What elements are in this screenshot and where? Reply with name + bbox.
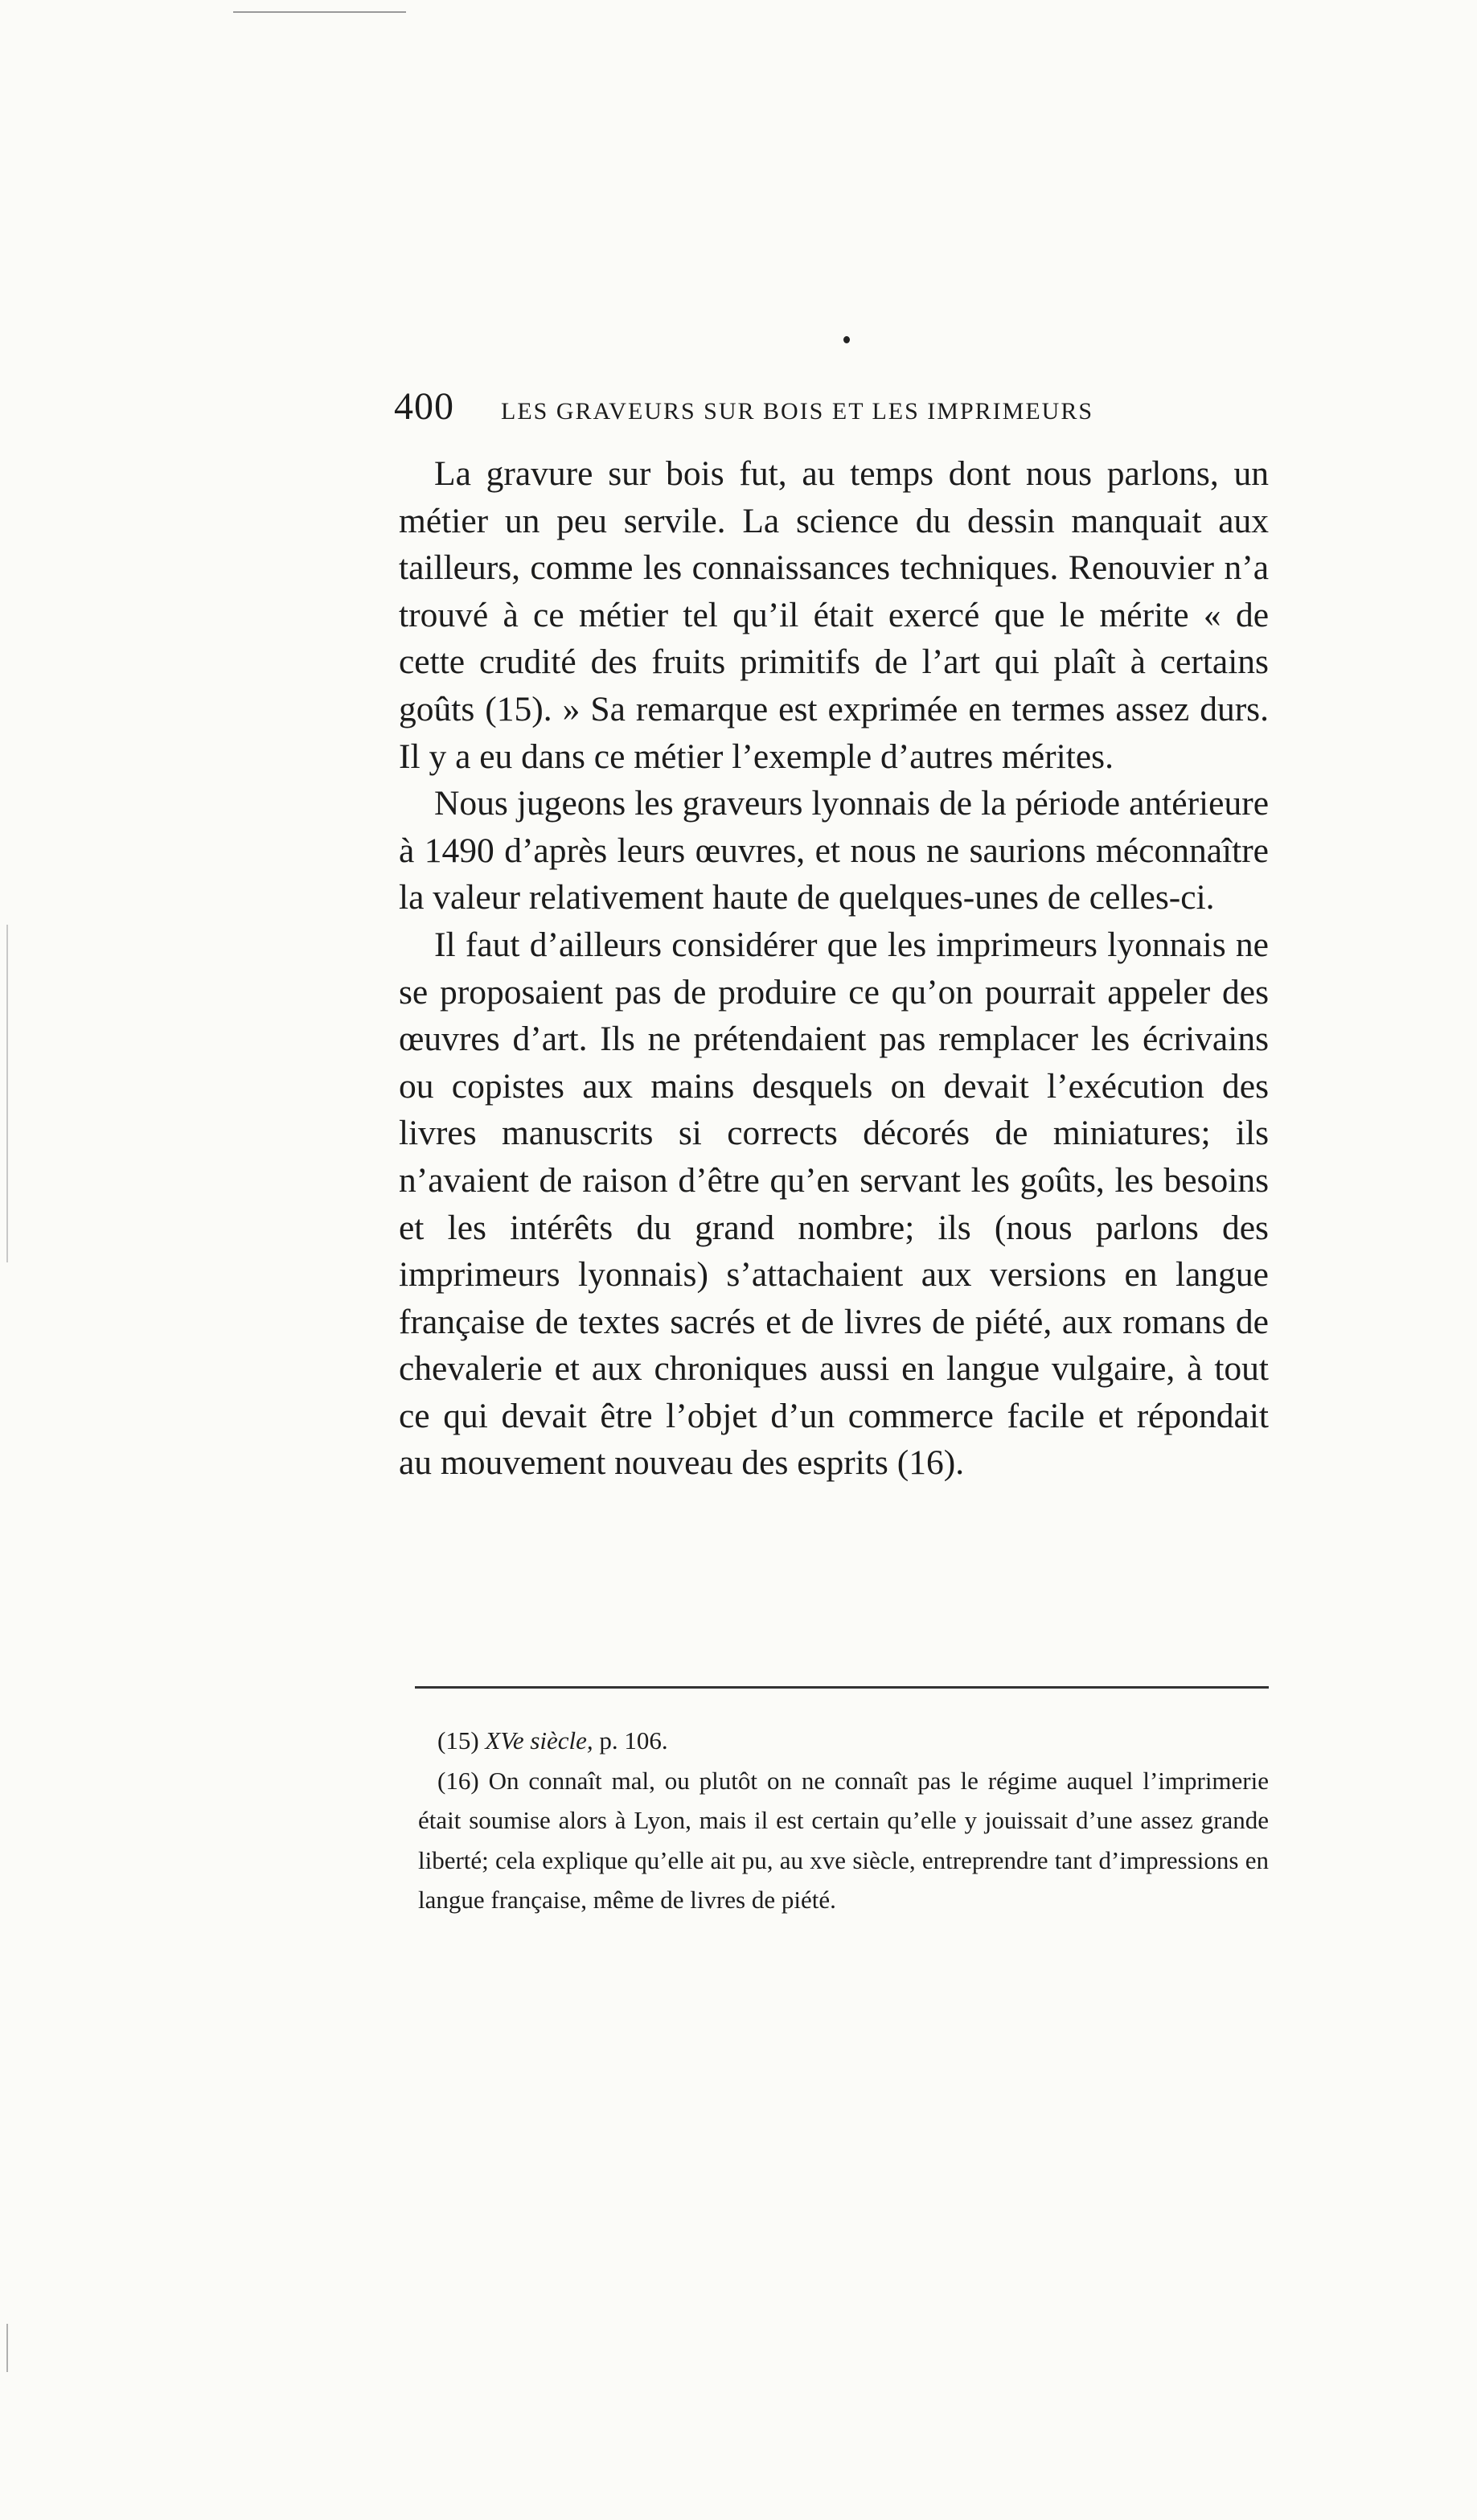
paragraph: Nous jugeons les graveurs lyonnais de la période antérieure à 1490 d’après leurs œuvres, et nous ne saurions méconnaître la valeur relativement haute de quelques-unes de celles-ci. <box>399 784 1269 917</box>
footnote-marker: (16) <box>437 1766 479 1795</box>
running-head: LES GRAVEURS SUR BOIS ET LES IMPRIMEURS <box>501 398 1094 425</box>
footnote-text: On connaît mal, ou plutôt on ne connaît pas le régime auquel l’imprimerie était soumise alors à Lyon, mais il est certain qu’elle y jouissait d’une assez grande liberté; cela explique qu’elle ait pu, au xve siècle, entreprendre tant d’impressions en langue française, même de livres de piété. <box>418 1766 1269 1914</box>
footnote-page: p. 106. <box>599 1726 668 1755</box>
page-number: 400 <box>394 385 454 428</box>
footnote-marker: (15) <box>437 1726 479 1755</box>
footnote-15 <box>418 1721 1269 1761</box>
paragraph: La gravure sur bois fut, au temps dont nous parlons, un métier un peu servile. La science du dessin manquait aux tailleurs, comme les connaissances techniques. Renouvier n’a trouvé à ce métier tel qu’il était exercé que le mérite « de cette crudité des fruits primitifs de l’art qui plaît à certains goûts (15). » Sa remarque est exprimée en termes assez durs. Il y a eu dans ce métier l’exemple d’autres mérites. <box>399 454 1269 776</box>
footnote-16 <box>418 1761 1269 1920</box>
scan-edge-mark-left-lower <box>6 2324 8 2372</box>
page-header <box>394 384 1278 433</box>
bullet-mark <box>843 336 850 343</box>
paragraph: Il faut d’ailleurs considérer que les imprimeurs lyonnais ne se proposaient pas de produire ce qu’on pourrait appeler des œuvres d’art. Ils ne prétendaient pas remplacer les écrivains ou copistes aux mains desquels on devait l’exécution des livres manuscrits si corrects décorés de miniatures; ils n’avaient de raison d’être qu’en servant les goûts, les besoins et les intérêts du grand nombre; ils (nous parlons des imprimeurs lyonnais) s’attachaient aux versions en langue française de textes sacrés et de livres de piété, aux romans de chevalerie et aux chroniques aussi en langue vulgaire, à tout ce qui devait être l’objet d’un commerce facile et répondait au mouvement nouveau des esprits (16). <box>399 925 1269 1483</box>
scan-edge-mark-left <box>6 925 8 1262</box>
footnote-title: XVe siècle, <box>485 1726 593 1755</box>
body-text <box>399 450 1269 1487</box>
footnote-separator <box>415 1686 1269 1689</box>
scan-edge-mark-top <box>233 11 406 13</box>
footnotes <box>418 1721 1269 1920</box>
